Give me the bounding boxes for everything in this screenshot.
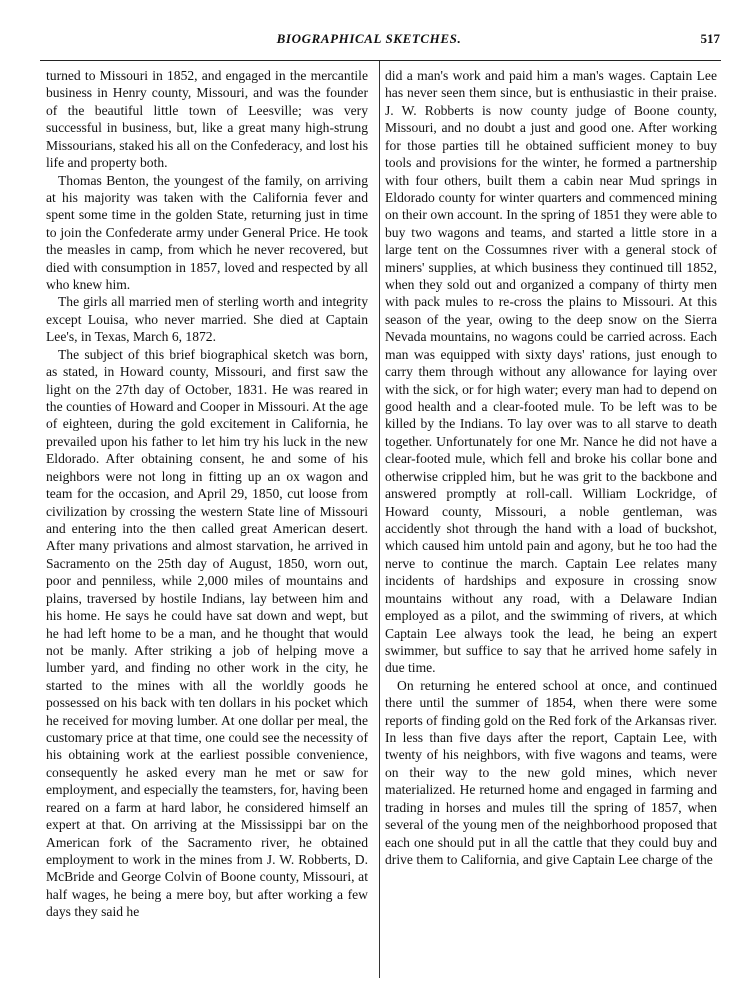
left-column <box>46 67 368 921</box>
paragraph: On returning he entered school at once, and continued there until the summer of 1854, when there were some reports of finding gold on the Red fork of the Arkansas river. In less than five days after the report, Captain Lee, with twenty of his neighbors, with five wagons and teams, were on their way to the new gold mines, which never materialized. He returned home and engaged in farming and trading in horses and mules till the spring of 1857, when several of the young men of the neighborhood proposed that each one should put in all the cattle that they could buy and drive them to California, and give Captain Lee charge of the <box>385 677 717 867</box>
page-number: 517 <box>700 31 720 46</box>
page-header <box>18 31 720 51</box>
paragraph: The subject of this brief biographical sketch was born, as stated, in Howard county, Missouri, and first saw the light on the 27th day of October, 1831. He was reared in the counties of Howard and Cooper in Missouri. At the age of eighteen, during the gold excitement in California, he prevailed upon his father to let him try his luck in the new Eldorado. After obtaining consent, he and some of his neighbors were not long in fitting up an ox wagon and team for the occasion, and April 29, 1850, cut loose from civilization by crossing the western State line of Missouri and entering into the then called great American desert. After many privations and almost starvation, he arrived in Sacramento on the 25th day of August, 1850, worn out, poor and penniless, while 2,000 miles of mountains and plains, traversed by hostile Indians, lay between him and his home. He says he could have sat down and wept, but he had left home to be a man, and he thought that would not be manly. After striking a job of helping move a lumber yard, and finding no other work in the city, he started to the mines with all the worldly goods he possessed on his back with ten dollars in his pocket which he received for moving lumber. At one dollar per meal, the customary price at that time, one could see the necessity of his obtaining work at the earliest possible convenience, consequently he asked every man he met or saw for employment, and especially the teamsters, for, having been reared on a farm at hard labor, he considered himself an expert at that. On arriving at the Mississippi bar on the American fork of the Sacramento river, he obtained employment to work in the mines from J. W. Robberts, D. McBride and George Colvin of Boone county, Missouri, at half wages, he being a mere boy, but after working a few days they said he <box>46 346 368 920</box>
paragraph: turned to Missouri in 1852, and engaged in the mercantile business in Henry county, Missouri, and was the founder of the beautiful little town of Leesville; was very successful in business, but, like a great many high-strung Missourians, staked his all on the Confederacy, and lost his life and property both. <box>46 68 368 171</box>
paragraph: Thomas Benton, the youngest of the family, on arriving at his majority was taken with the California fever and spent some time in the golden State, returning just in time to join the Confederate army under General Price. He took the measles in camp, from which he never recovered, but died with consumption in 1857, loved and respected by all who knew him. <box>46 172 368 293</box>
column-divider <box>379 61 380 978</box>
paragraph: The girls all married men of sterling worth and integrity except Louisa, who never married. She died at Captain Lee's, in Texas, March 6, 1872. <box>46 294 368 345</box>
right-column <box>385 67 717 868</box>
paragraph: did a man's work and paid him a man's wages. Captain Lee has never seen them since, but is enthusiastic in their praise. J. W. Robberts is now county judge of Boone county, Missouri, and no doubt a just and good one. After working for those parties till he obtained sufficient money to buy tools and provisions for the winter, he formed a partnership with four others, built them a cabin near Mud springs in Eldorado county for winter quarters and commenced mining on their own account. In the spring of 1851 they were able to buy two wagons and teams, and started a little store in a large tent on the Cossumnes river with a general stock of miners' supplies, at which business they continued till 1852, when they sold out and organized a company of thirty men with pack mules to re-cross the plains to Missouri. At this season of the year, owing to the deep snow on the Sierra Nevada mountains, no wagons could be carried across. Each man was equipped with sixty days' rations, just enough to carry them through without any allowance for laying over with the sick, or for high water; every man had to depend on good health and a clear-footed mule. To be left was to be killed by the Indians. To lay over was to all starve to death together. Unfortunately for one Mr. Nance he did not have a clear-footed mule, which fell and broke his collar bone and otherwise crippled him, but he was grit to the backbone and answered promptly at roll-call. William Lockridge, of Howard county, Missouri, a noble gentleman, was accidently shot through the hand with a load of buckshot, which caused him untold pain and agony, but he too had the nerve to continue the march. Captain Lee relates many incidents of hardships and exposure in crossing snow mountains without any road, with a Delaware Indian employed as a pilot, and the swimming of rivers, at which Captain Lee always took the lead, he being an expert swimmer, but suffice to say that he arrived home safely in due time. <box>385 68 717 676</box>
running-title: BIOGRAPHICAL SKETCHES. <box>276 31 462 46</box>
header-rule <box>40 60 721 61</box>
